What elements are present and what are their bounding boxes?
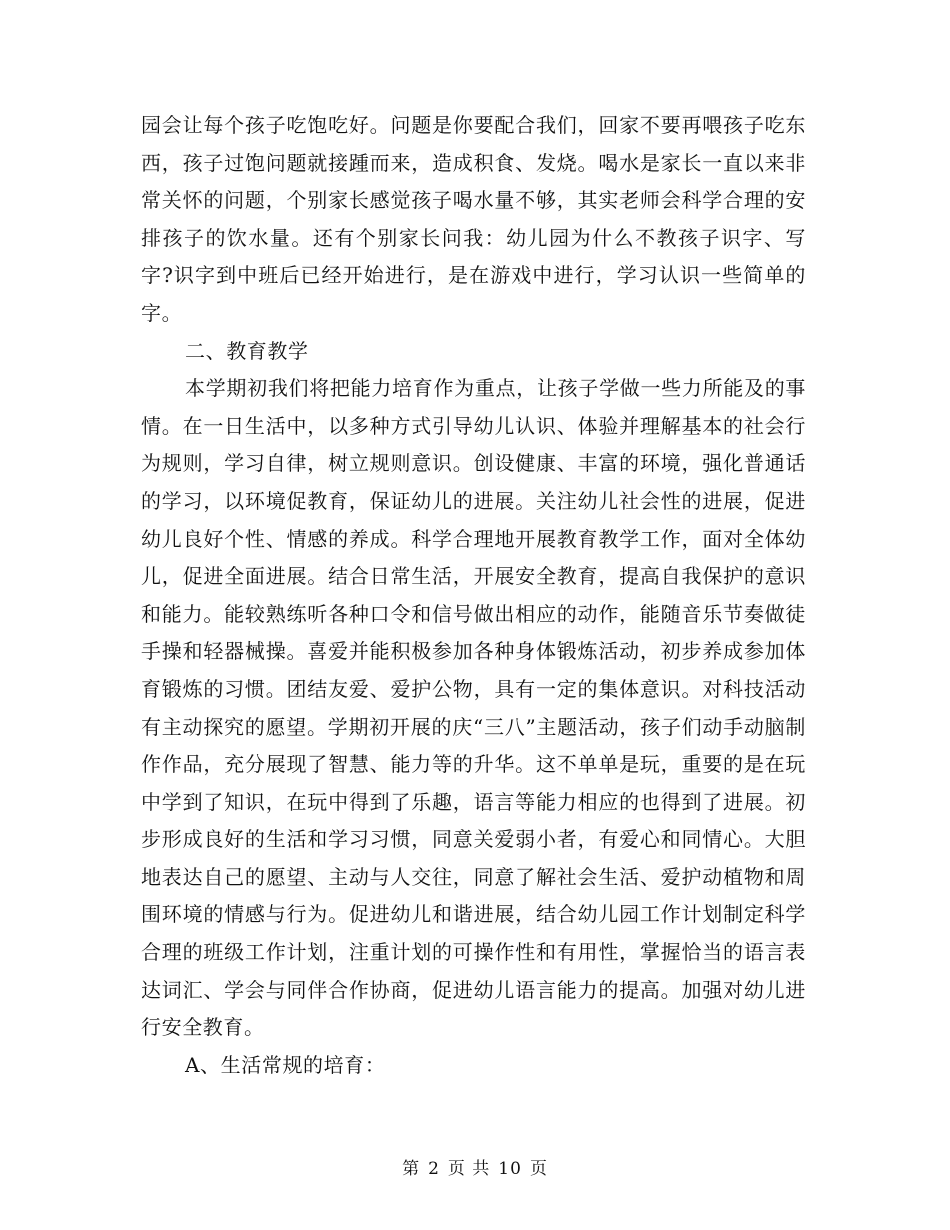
footer-prefix: 第 [402, 1159, 421, 1179]
subheading-daily-routine: A、生活常规的培育： [185, 1052, 386, 1077]
paragraph-intro-continuation: 园会让每个孩子吃饱吃好。问题是你要配合我们，回家不要再喂孩子吃东西，孩子过饱问题就接踵而来，造成积食、发烧。喝水是家长一直以来非常关怀的问题，个别家长感觉孩子喝水量不够，其实老师会科学合理的安排孩子的饮水量。还有个别家长问我：幼儿园为什么不教孩子识字、写字?识字到中班后已经开始进行，是在游戏中进行，学习认识一些简单的字。 [141, 113, 806, 325]
footer-middle: 页 共 [447, 1159, 491, 1179]
footer-suffix: 页 [529, 1159, 548, 1179]
document-body [141, 107, 806, 1084]
page-footer [0, 1154, 950, 1179]
footer-total-pages: 10 [498, 1159, 522, 1179]
footer-current-page: 2 [428, 1159, 440, 1179]
section-heading-education: 二、教育教学 [185, 338, 309, 363]
paragraph-education-teaching: 本学期初我们将把能力培育作为重点，让孩子学做一些力所能及的事情。在一日生活中，以多种方式引导幼儿认识、体验并理解基本的社会行为规则，学习自律，树立规则意识。创设健康、丰富的环境，强化普通话的学习，以环境促教育，保证幼儿的进展。关注幼儿社会性的进展，促进幼儿良好个性、情感的养成。科学合理地开展教育教学工作，面对全体幼儿，促进全面进展。结合日常生活，开展安全教育，提高自我保护的意识和能力。能较熟练听各种口令和信号做出相应的动作，能随音乐节奏做徒手操和轻器械操。喜爱并能积极参加各种身体锻炼活动，初步养成参加体育锻炼的习惯。团结友爱、爱护公物，具有一定的集体意识。对科技活动有主动探究的愿望。学期初开展的庆“三八”主题活动，孩子们动手动脑制作作品，充分展现了智慧、能力等的升华。这不单单是玩，重要的是在玩中学到了知识，在玩中得到了乐趣，语言等能力相应的也得到了进展。初步形成良好的生活和学习习惯，同意关爱弱小者，有爱心和同情心。大胆地表达自己的愿望、主动与人交往，同意了解社会生活、爱护动植物和周围环境的情感与行为。促进幼儿和谐进展，结合幼儿园工作计划制定科学合理的班级工作计划，注重计划的可操作性和有用性，掌握恰当的语言表达词汇、学会与同伴合作协商，促进幼儿语言能力的提高。加强对幼儿进行安全教育。 [141, 376, 806, 1040]
